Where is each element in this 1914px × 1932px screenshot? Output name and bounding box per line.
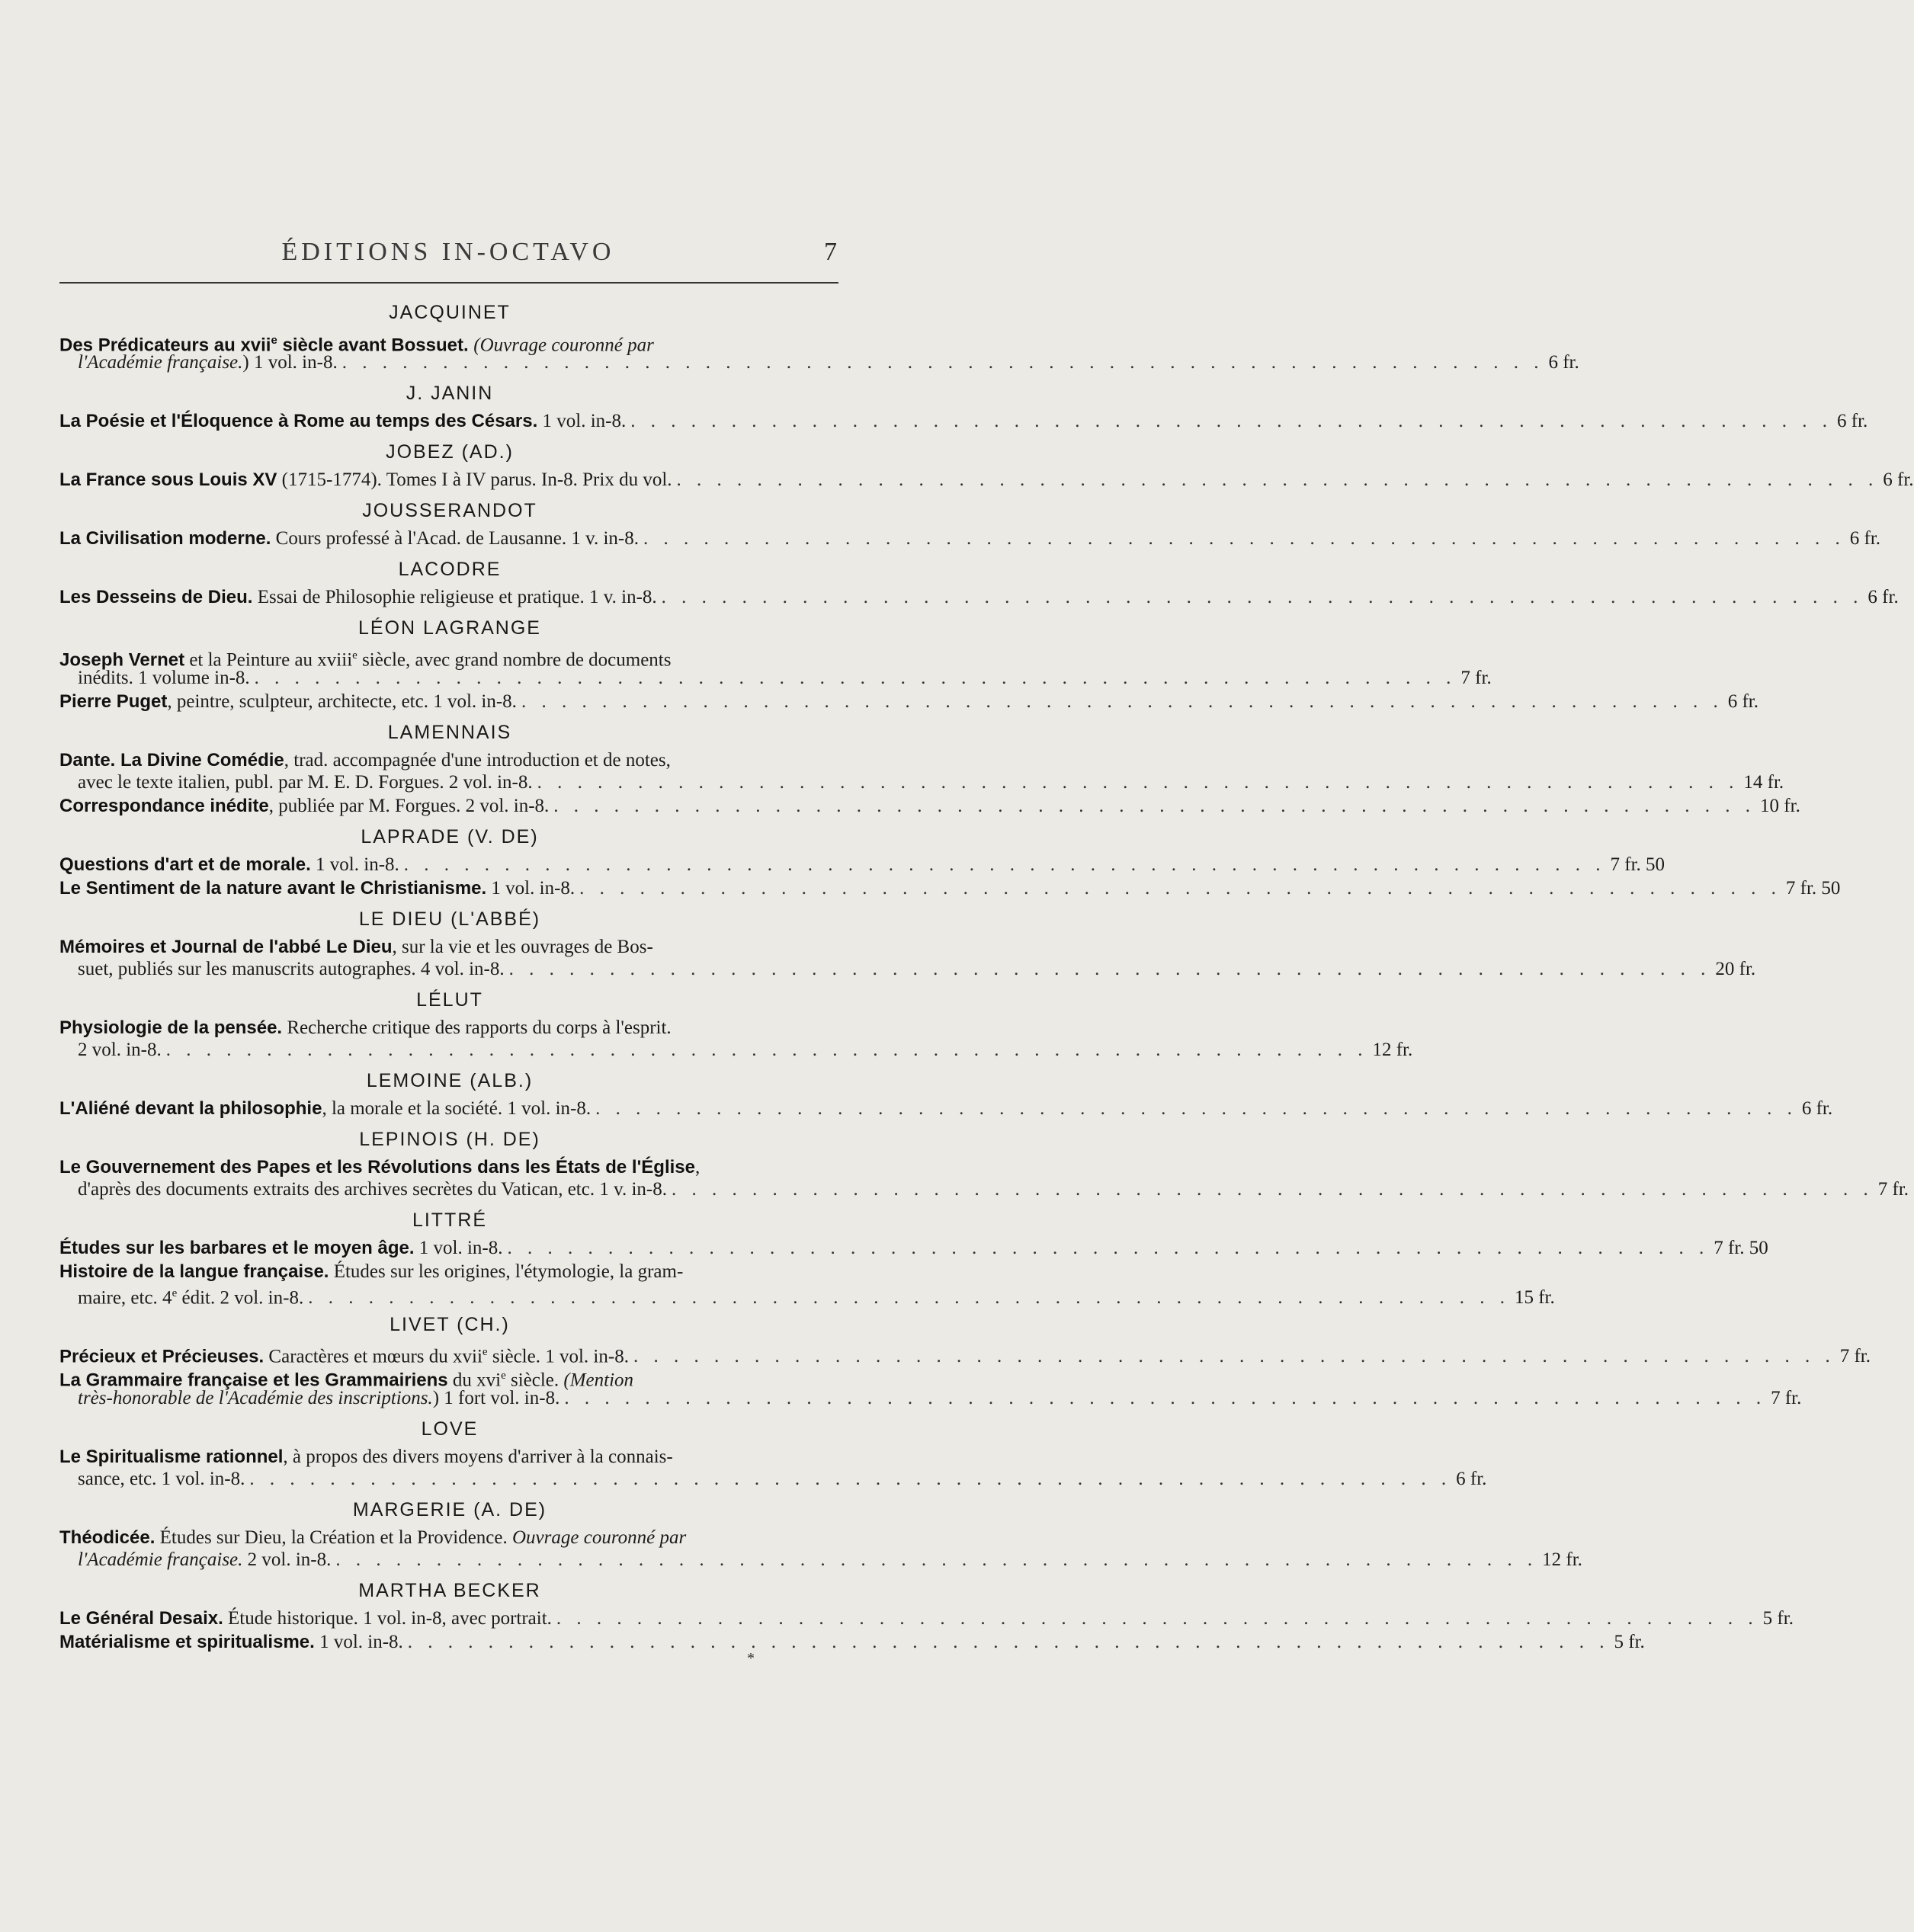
author-heading: LAPRADE (V. DE)	[361, 826, 539, 847]
catalog-entry	[59, 1097, 1833, 1120]
entry-line	[59, 1039, 1413, 1061]
entry-line	[59, 958, 1756, 980]
author-heading: LITTRÉ	[412, 1210, 488, 1231]
entry-line-text	[59, 1631, 403, 1653]
entry-line-text	[59, 1237, 503, 1259]
entry-text: et la Peinture au xviii	[184, 649, 353, 671]
leader-dots: . . . . . . . . . . . . . . . . . . . . . . . . . . . . . . . . . . . . . . . . . . . . . . . . . . . . . . . . . . . .	[537, 772, 1739, 793]
entry-text: siècle, avec grand nombre de documents	[357, 649, 672, 671]
author-heading: LEMOINE (ALB.)	[366, 1070, 534, 1091]
catalog-entry	[59, 936, 1756, 980]
entry-price: 6 fr.	[1868, 587, 1899, 607]
entry-line	[59, 1607, 1794, 1629]
entry-text: e	[352, 649, 357, 662]
entry-line	[59, 1237, 1768, 1259]
entry-price: 12 fr.	[1372, 1040, 1413, 1060]
leader-dots: . . . . . . . . . . . . . . . . . . . . . . . . . . . . . . . . . . . . . . . . . . . . . . . . . . . . . . . . . . . .	[676, 469, 1879, 490]
entry-title: Histoire de la langue française.	[59, 1261, 329, 1282]
catalog-entry	[59, 1527, 1582, 1571]
entry-title: e	[271, 334, 277, 347]
entry-note: très-honorable de l'Académie des inscriptions.	[78, 1388, 433, 1408]
entry-price: 7 fr. 50	[1785, 878, 1841, 899]
entry-price: 7 fr. 50	[1714, 1238, 1768, 1258]
entry-text: , publiée par M. Forgues. 2 vol. in-8.	[268, 796, 550, 816]
entry-price: 6 fr.	[1883, 469, 1914, 490]
entry-text: 1 vol. in-8.	[537, 411, 627, 431]
header-rule	[59, 282, 838, 284]
catalog-entry	[59, 1156, 1909, 1200]
entry-title: Le Général Desaix.	[59, 1608, 223, 1629]
leader-dots: . . . . . . . . . . . . . . . . . . . . . . . . . . . . . . . . . . . . . . . . . . . . . . . . . . . . . . . . . . . .	[254, 668, 1457, 688]
entry-text: suet, publiés sur les manuscrits autographes. 4 vol. in-8.	[78, 959, 505, 979]
entry-text: Cours professé à l'Acad. de Lausanne. 1 v. in-8.	[271, 528, 640, 549]
entry-line	[59, 1178, 1909, 1200]
entry-title: La Civilisation moderne.	[59, 528, 271, 549]
entry-price: 7 fr.	[1460, 668, 1492, 688]
entry-price: 12 fr.	[1542, 1549, 1582, 1570]
leader-dots: . . . . . . . . . . . . . . . . . . . . . . . . . . . . . . . . . . . . . . . . . . . . . . . . . . . . . . . . . . . .	[579, 878, 1781, 899]
entry-text: 2 vol. in-8.	[78, 1040, 162, 1060]
leader-dots: . . . . . . . . . . . . . . . . . . . . . . . . . . . . . . . . . . . . . . . . . . . . . . . . . . . . . . . . . . . .	[407, 1632, 1610, 1652]
entry-title: Dante. La Divine Comédie	[59, 750, 284, 771]
catalog-entry	[59, 527, 1881, 549]
entry-line-text	[59, 1156, 700, 1178]
entry-title: Matérialisme et spiritualisme.	[59, 1632, 315, 1652]
entry-text: avec le texte italien, publ. par M. E. D. Forgues. 2 vol. in-8.	[78, 772, 533, 793]
entry-line	[59, 1261, 840, 1283]
leader-dots: . . . . . . . . . . . . . . . . . . . . . . . . . . . . . . . . . . . . . . . . . . . . . . . . . . . . . . . . . . . .	[308, 1287, 1510, 1309]
catalog-entry	[59, 854, 1666, 876]
entry-text: maire, etc. 4	[78, 1287, 172, 1309]
entry-line	[59, 1283, 1555, 1309]
running-head	[59, 238, 837, 271]
entry-line	[59, 469, 1914, 491]
entry-title: Précieux et Précieuses.	[59, 1346, 264, 1367]
entry-text: Étude historique. 1 vol. in-8, avec portrait.	[223, 1608, 552, 1629]
entry-text: ,	[695, 1157, 701, 1177]
entry-line	[59, 877, 1841, 899]
entry-title: La Grammaire française et les Grammairiens	[59, 1370, 448, 1391]
catalog-entry	[59, 877, 1841, 899]
entry-title: Études sur les barbares et le moyen âge.	[59, 1238, 415, 1258]
entry-price: 14 fr.	[1743, 772, 1784, 793]
entry-note: l'Académie française.	[78, 1549, 243, 1570]
entry-text: Études sur Dieu, la Création et la Providence.	[155, 1527, 512, 1548]
leader-dots: . . . . . . . . . . . . . . . . . . . . . . . . . . . . . . . . . . . . . . . . . . . . . . . . . . . . . . . . . . . .	[633, 1346, 1835, 1367]
entry-line	[59, 690, 1759, 713]
leader-dots: . . . . . . . . . . . . . . . . . . . . . . . . . . . . . . . . . . . . . . . . . . . . . . . . . . . . . . . . . . . .	[521, 691, 1723, 712]
entry-line	[59, 1097, 1833, 1120]
entry-line-text	[59, 749, 671, 771]
entry-text: inédits. 1 volume in-8.	[78, 668, 250, 688]
entry-text: , la morale et la société. 1 vol. in-8.	[322, 1098, 592, 1119]
entry-title: Le Sentiment de la nature avant le Christianisme.	[59, 878, 487, 899]
entry-price: 7 fr.	[1839, 1346, 1871, 1367]
leader-dots: . . . . . . . . . . . . . . . . . . . . . . . . . . . . . . . . . . . . . . . . . . . . . . . . . . . . . . . . . . . .	[507, 1238, 1710, 1258]
running-title: ÉDITIONS IN-OCTAVO	[281, 238, 615, 266]
leader-dots: . . . . . . . . . . . . . . . . . . . . . . . . . . . . . . . . . . . . . . . . . . . . . . . . . . . . . . . . . . . .	[508, 959, 1711, 979]
catalog-entry	[59, 1237, 1768, 1259]
entry-line	[59, 667, 1492, 689]
entry-title: Théodicée.	[59, 1527, 155, 1548]
entry-line	[59, 351, 1579, 373]
catalog-entry	[59, 329, 1579, 373]
entry-line	[59, 1468, 1487, 1490]
leader-dots: . . . . . . . . . . . . . . . . . . . . . . . . . . . . . . . . . . . . . . . . . . . . . . . . . . . . . . . . . . . .	[341, 352, 1544, 373]
entry-line	[59, 586, 1899, 608]
entry-price: 5 fr.	[1614, 1632, 1645, 1652]
entry-text: 1 vol. in-8.	[486, 878, 575, 899]
entry-line	[59, 527, 1881, 549]
entry-text: 1 vol. in-8.	[414, 1238, 503, 1258]
author-heading: LE DIEU (L'ABBÉ)	[358, 908, 541, 930]
leader-dots: . . . . . . . . . . . . . . . . . . . . . . . . . . . . . . . . . . . . . . . . . . . . . . . . . . . . . . . . . . . .	[249, 1469, 1452, 1489]
entry-line-text	[78, 1283, 303, 1309]
leader-dots: . . . . . . . . . . . . . . . . . . . . . . . . . . . . . . . . . . . . . . . . . . . . . . . . . . . . . . . . . . . .	[672, 1179, 1874, 1200]
entry-line-text	[78, 667, 250, 689]
entry-line	[59, 936, 840, 958]
entry-line	[59, 854, 1666, 876]
catalog-entry	[59, 645, 1492, 689]
entry-title: Le Spiritualisme rationnel	[59, 1447, 284, 1467]
entry-price: 6 fr.	[1801, 1098, 1833, 1119]
entry-text: siècle. 1 vol. in-8.	[487, 1346, 629, 1367]
author-heading: MARTHA BECKER	[358, 1580, 541, 1601]
entry-price: 6 fr.	[1727, 691, 1759, 712]
entry-line-text	[59, 690, 517, 713]
catalog-entry	[59, 690, 1759, 713]
author-heading: JACQUINET	[389, 302, 511, 323]
entry-text: d'après des documents extraits des archives secrètes du Vatican, etc. 1 v. in-8.	[78, 1179, 667, 1200]
entry-line-text	[59, 854, 399, 876]
entry-price: 7 fr.	[1877, 1179, 1909, 1200]
entry-price: 6 fr.	[1837, 411, 1868, 431]
entry-line-text	[59, 410, 626, 432]
author-heading: JOUSSERANDOT	[362, 500, 537, 521]
author-heading: LACODRE	[398, 559, 502, 580]
leader-dots: . . . . . . . . . . . . . . . . . . . . . . . . . . . . . . . . . . . . . . . . . . . . . . . . . . . . . . . . . . . .	[556, 1608, 1759, 1629]
leader-dots: . . . . . . . . . . . . . . . . . . . . . . . . . . . . . . . . . . . . . . . . . . . . . . . . . . . . . . . . . . . .	[643, 528, 1845, 549]
entry-text: e	[501, 1370, 506, 1382]
entry-text: siècle.	[505, 1370, 564, 1391]
entry-text: ) 1 vol. in-8.	[242, 352, 338, 373]
entry-line-text	[78, 771, 533, 793]
entry-line-text	[59, 1261, 683, 1283]
author-heading: JOBEZ (AD.)	[386, 441, 514, 463]
entry-line	[59, 771, 1784, 793]
entry-line-text	[78, 1468, 245, 1490]
entry-note: l'Académie française.	[78, 352, 243, 373]
catalog-entry	[59, 1017, 1413, 1061]
entry-line-text	[78, 1549, 331, 1571]
entry-text: 1 vol. in-8.	[310, 854, 399, 875]
entry-line	[59, 1387, 1802, 1409]
entry-line	[59, 1631, 1645, 1653]
entry-price: 6 fr.	[1849, 528, 1881, 549]
entry-title: siècle avant Bossuet.	[277, 335, 474, 356]
entry-line-text	[59, 877, 575, 899]
entry-title: La France sous Louis XV	[59, 469, 277, 490]
author-heading: LIVET (CH.)	[390, 1314, 510, 1335]
entry-title: Questions d'art et de morale.	[59, 854, 311, 875]
entry-price: 10 fr.	[1760, 796, 1800, 816]
catalog-entry	[59, 1261, 1555, 1309]
entry-price: 7 fr. 50	[1610, 854, 1666, 875]
entry-title: Des Prédicateurs au xvii	[59, 335, 271, 356]
entry-price: 20 fr.	[1715, 959, 1756, 979]
entry-line	[59, 645, 840, 671]
entry-title: Physiologie de la pensée.	[59, 1017, 283, 1038]
entry-text: 2 vol. in-8.	[242, 1549, 332, 1570]
entry-line-text	[59, 1607, 552, 1629]
catalog-entry	[59, 1341, 1871, 1367]
entry-line	[59, 1446, 840, 1468]
author-heading: LOVE	[421, 1418, 479, 1440]
entry-text: 1 vol. in-8.	[314, 1632, 403, 1652]
entry-price: 7 fr.	[1771, 1388, 1802, 1408]
leader-dots: . . . . . . . . . . . . . . . . . . . . . . . . . . . . . . . . . . . . . . . . . . . . . . . . . . . . . . . . . . . .	[595, 1098, 1797, 1119]
catalog-entry	[59, 469, 1914, 491]
catalog-entry	[59, 586, 1899, 608]
entry-text: , peintre, sculpteur, architecte, etc. 1 vol. in-8.	[167, 691, 517, 712]
entry-line-text	[59, 1017, 672, 1039]
entry-line	[59, 1365, 840, 1391]
entry-text: Études sur les origines, l'étymologie, la gram-	[329, 1261, 684, 1282]
entry-title: Joseph Vernet	[59, 649, 185, 671]
author-heading: LÉLUT	[416, 989, 483, 1011]
entry-line	[59, 1527, 840, 1549]
entry-line	[59, 749, 840, 771]
entry-text: édit. 2 vol. in-8.	[177, 1287, 304, 1309]
entry-text: e	[482, 1346, 488, 1358]
entry-text: du xvi	[447, 1370, 502, 1391]
entry-line	[59, 1549, 1582, 1571]
catalog-entry	[59, 1446, 1487, 1490]
entry-text: ) 1 fort vol. in-8.	[432, 1388, 560, 1408]
entry-line-text	[59, 527, 639, 549]
entry-text: , sur la vie et les ouvrages de Bos-	[392, 937, 653, 957]
author-heading: LEPINOIS (H. DE)	[359, 1129, 540, 1150]
entry-line-text	[59, 1097, 591, 1120]
entry-line-text	[59, 936, 653, 958]
entry-line-text	[59, 586, 657, 608]
entry-title: Les Desseins de Dieu.	[59, 587, 253, 607]
leader-dots: . . . . . . . . . . . . . . . . . . . . . . . . . . . . . . . . . . . . . . . . . . . . . . . . . . . . . . . . . . . .	[564, 1388, 1767, 1408]
catalog-entry	[59, 795, 1800, 817]
entry-price: 5 fr.	[1762, 1608, 1794, 1629]
entry-note: Ouvrage couronné par	[512, 1527, 687, 1548]
entry-line	[59, 410, 1868, 432]
entry-line-text	[78, 1178, 667, 1200]
entry-line	[59, 795, 1800, 817]
catalog-entry	[59, 1631, 1645, 1653]
entry-line-text	[78, 1039, 162, 1061]
entry-title: Mémoires et Journal de l'abbé Le Dieu	[59, 937, 393, 957]
page-number: 7	[824, 238, 837, 266]
entry-line-text	[78, 1387, 559, 1409]
entry-text: , à propos des divers moyens d'arriver à la connais-	[283, 1447, 673, 1467]
leader-dots: . . . . . . . . . . . . . . . . . . . . . . . . . . . . . . . . . . . . . . . . . . . . . . . . . . . . . . . . . . . .	[165, 1040, 1368, 1060]
entry-line-text	[59, 795, 549, 817]
entry-text: Caractères et mœurs du xvii	[264, 1346, 483, 1367]
entry-title: La Poésie et l'Éloquence à Rome au temps des Césars.	[59, 411, 538, 431]
entry-line	[59, 329, 840, 356]
entry-note: (Ouvrage couronné par	[473, 335, 654, 356]
entry-title: Le Gouvernement des Papes et les Révolutions dans les États de l'Église	[59, 1157, 695, 1177]
entry-text: Essai de Philosophie religieuse et pratique. 1 v. in-8.	[252, 587, 657, 607]
leader-dots: . . . . . . . . . . . . . . . . . . . . . . . . . . . . . . . . . . . . . . . . . . . . . . . . . . . . . . . . . . . .	[553, 796, 1756, 816]
entry-text: e	[172, 1287, 178, 1299]
entry-line-text	[78, 351, 338, 373]
entry-line	[59, 1017, 840, 1039]
leader-dots: . . . . . . . . . . . . . . . . . . . . . . . . . . . . . . . . . . . . . . . . . . . . . . . . . . . . . . . . . . . .	[630, 411, 1832, 431]
entry-line-text	[59, 1341, 629, 1367]
entry-price: 6 fr.	[1456, 1469, 1487, 1489]
entry-line	[59, 1341, 1871, 1367]
entry-price: 6 fr.	[1548, 352, 1579, 373]
entry-text: sance, etc. 1 vol. in-8.	[78, 1469, 245, 1489]
leader-dots: . . . . . . . . . . . . . . . . . . . . . . . . . . . . . . . . . . . . . . . . . . . . . . . . . . . . . . . . . . . .	[403, 854, 1606, 875]
author-heading: J. JANIN	[406, 383, 494, 404]
entry-title: Correspondance inédite	[59, 796, 269, 816]
entry-text: , trad. accompagnée d'une introduction et de notes,	[284, 750, 671, 771]
entry-line-text	[59, 1527, 686, 1549]
leader-dots: . . . . . . . . . . . . . . . . . . . . . . . . . . . . . . . . . . . . . . . . . . . . . . . . . . . . . . . . . . . .	[335, 1549, 1538, 1570]
catalog-list	[59, 293, 1914, 1655]
entry-title: Pierre Puget	[59, 691, 168, 712]
entry-line-text	[59, 469, 672, 491]
entry-note: (Mention	[563, 1370, 634, 1391]
entry-line-text	[78, 958, 505, 980]
author-heading: LÉON LAGRANGE	[358, 617, 541, 639]
catalog-entry	[59, 749, 1784, 793]
entry-price: 15 fr.	[1514, 1287, 1555, 1309]
entry-text: Recherche critique des rapports du corps à l'esprit.	[282, 1017, 672, 1038]
entry-line-text	[59, 1446, 673, 1468]
catalog-entry	[59, 410, 1868, 432]
catalog-entry	[59, 1365, 1802, 1409]
author-heading: LAMENNAIS	[387, 722, 512, 743]
leader-dots: . . . . . . . . . . . . . . . . . . . . . . . . . . . . . . . . . . . . . . . . . . . . . . . . . . . . . . . . . . . .	[661, 587, 1864, 607]
entry-title: L'Aliéné devant la philosophie	[59, 1098, 322, 1119]
catalog-entry	[59, 1607, 1794, 1629]
entry-text: (1715-1774). Tomes I à IV parus. In-8. Prix du vol.	[277, 469, 672, 490]
signature-mark: *	[747, 1650, 755, 1667]
entry-line	[59, 1156, 840, 1178]
author-heading: MARGERIE (A. DE)	[352, 1499, 547, 1520]
